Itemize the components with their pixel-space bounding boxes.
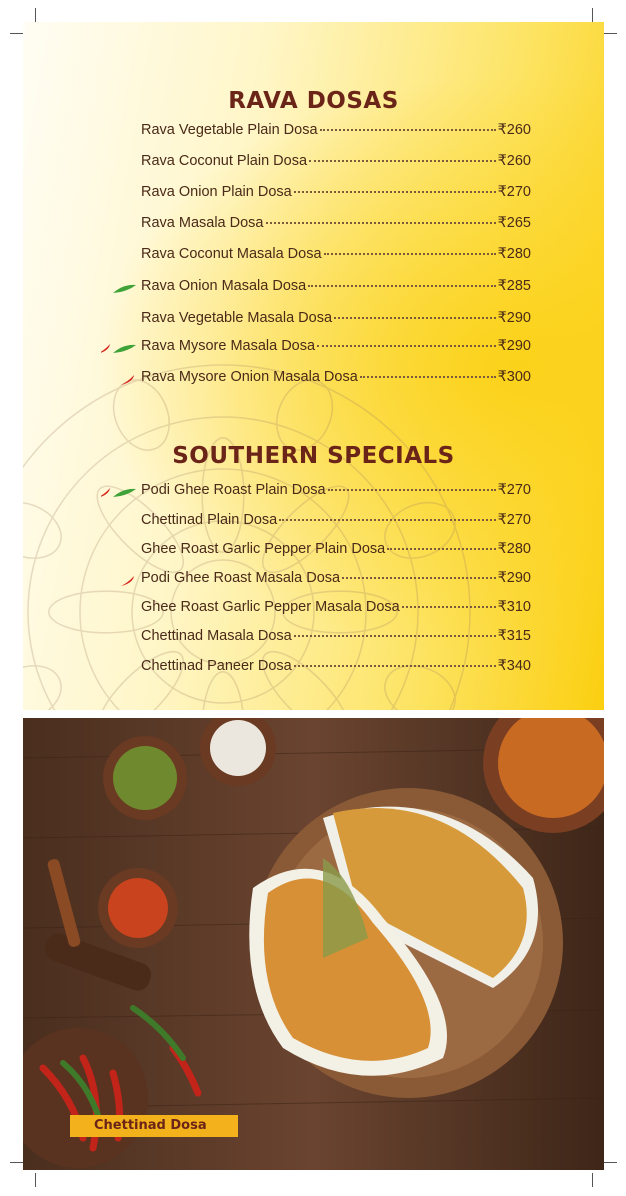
- menu-item-name: Chettinad Paneer Dosa: [141, 658, 292, 674]
- diet-marks: [101, 282, 137, 296]
- menu-item-price: ₹280: [497, 246, 531, 262]
- menu-item-price: ₹265: [497, 215, 531, 231]
- menu-item: [141, 512, 531, 532]
- menu-item: [141, 541, 531, 561]
- dot-leader: [279, 519, 495, 521]
- crop-mark: [592, 1173, 593, 1187]
- menu-item-name: Rava Mysore Masala Dosa: [141, 338, 316, 354]
- dot-leader: [294, 635, 496, 637]
- menu-item-name: Chettinad Masala Dosa: [141, 628, 292, 644]
- menu-item: [141, 310, 531, 330]
- menu-item-price: ₹260: [497, 153, 531, 169]
- diet-marks: [101, 574, 137, 588]
- menu-item: [141, 338, 531, 358]
- dot-leader: [320, 129, 496, 131]
- menu-item: [141, 628, 531, 648]
- menu-item: [141, 215, 531, 235]
- dot-leader: [342, 577, 496, 579]
- menu-item: [141, 246, 531, 266]
- menu-item: [141, 369, 531, 389]
- dot-leader: [360, 376, 496, 378]
- dot-leader: [308, 285, 495, 287]
- menu-item: [141, 184, 531, 204]
- diet-marks: [101, 486, 137, 500]
- crop-mark: [35, 1173, 36, 1187]
- menu-item-name: Rava Vegetable Masala Dosa: [141, 310, 333, 326]
- menu-item-name: Rava Masala Dosa: [141, 215, 264, 231]
- green-leaf-icon: [113, 285, 136, 293]
- menu-item-price: ₹300: [497, 369, 531, 385]
- crop-mark: [592, 8, 593, 22]
- menu-item: [141, 278, 531, 298]
- diet-marks: [101, 342, 137, 356]
- menu-item-price: ₹315: [497, 628, 531, 644]
- menu-item-name: Podi Ghee Roast Masala Dosa: [141, 570, 341, 586]
- menu-item: [141, 570, 531, 590]
- menu-item: [141, 482, 531, 502]
- dot-leader: [324, 253, 496, 255]
- menu-item-name: Ghee Roast Garlic Pepper Masala Dosa: [141, 599, 400, 615]
- menu-item-name: Rava Coconut Masala Dosa: [141, 246, 322, 262]
- dot-leader: [402, 606, 496, 608]
- menu-item: [141, 599, 531, 619]
- menu-item-name: Rava Mysore Onion Masala Dosa: [141, 369, 358, 385]
- menu-item-price: ₹290: [497, 310, 531, 326]
- menu-item: [141, 153, 531, 173]
- dot-leader: [266, 222, 496, 224]
- diet-marks: [101, 373, 137, 387]
- menu-item-price: ₹340: [497, 658, 531, 674]
- menu-item: [141, 658, 531, 678]
- red-chili-icon: [121, 375, 134, 385]
- section-title-southern-specials: SOUTHERN SPECIALS: [172, 443, 455, 469]
- menu-item-price: ₹290: [497, 338, 531, 354]
- crop-mark: [603, 33, 617, 34]
- menu-item-name: Ghee Roast Garlic Pepper Plain Dosa: [141, 541, 386, 557]
- menu-item-name: Chettinad Plain Dosa: [141, 512, 278, 528]
- dot-leader: [334, 317, 496, 319]
- menu-item-price: ₹280: [497, 541, 531, 557]
- menu-item-price: ₹270: [497, 184, 531, 200]
- dot-leader: [309, 160, 496, 162]
- menu-item-name: Rava Onion Masala Dosa: [141, 278, 307, 294]
- dot-leader: [328, 489, 496, 491]
- menu-item-price: ₹310: [497, 599, 531, 615]
- red-chili-icon: [121, 576, 134, 586]
- crop-mark: [10, 1162, 24, 1163]
- menu-item-name: Rava Coconut Plain Dosa: [141, 153, 308, 169]
- menu-item-price: ₹285: [497, 278, 531, 294]
- dot-leader: [387, 548, 495, 550]
- menu-item-name: Rava Onion Plain Dosa: [141, 184, 292, 200]
- menu-item-price: ₹290: [497, 570, 531, 586]
- red-chili-icon: [101, 344, 110, 354]
- menu-item-price: ₹270: [497, 512, 531, 528]
- menu-item-price: ₹270: [497, 482, 531, 498]
- dot-leader: [317, 345, 496, 347]
- menu-item: [141, 122, 531, 142]
- green-leaf-icon: [113, 489, 136, 497]
- menu-panel: [23, 22, 604, 710]
- crop-mark: [10, 33, 24, 34]
- crop-mark: [603, 1162, 617, 1163]
- menu-item-name: Podi Ghee Roast Plain Dosa: [141, 482, 326, 498]
- section-title-rava-dosas: RAVA DOSAS: [228, 88, 399, 114]
- photo-caption: Chettinad Dosa: [70, 1115, 238, 1137]
- menu-item-price: ₹260: [497, 122, 531, 138]
- crop-mark: [35, 8, 36, 22]
- green-leaf-icon: [113, 345, 136, 353]
- dot-leader: [294, 665, 496, 667]
- menu-item-name: Rava Vegetable Plain Dosa: [141, 122, 318, 138]
- dosa-photo: [23, 718, 604, 1170]
- dosa-illustration: [23, 718, 604, 1170]
- dot-leader: [294, 191, 496, 193]
- red-chili-icon: [101, 488, 110, 498]
